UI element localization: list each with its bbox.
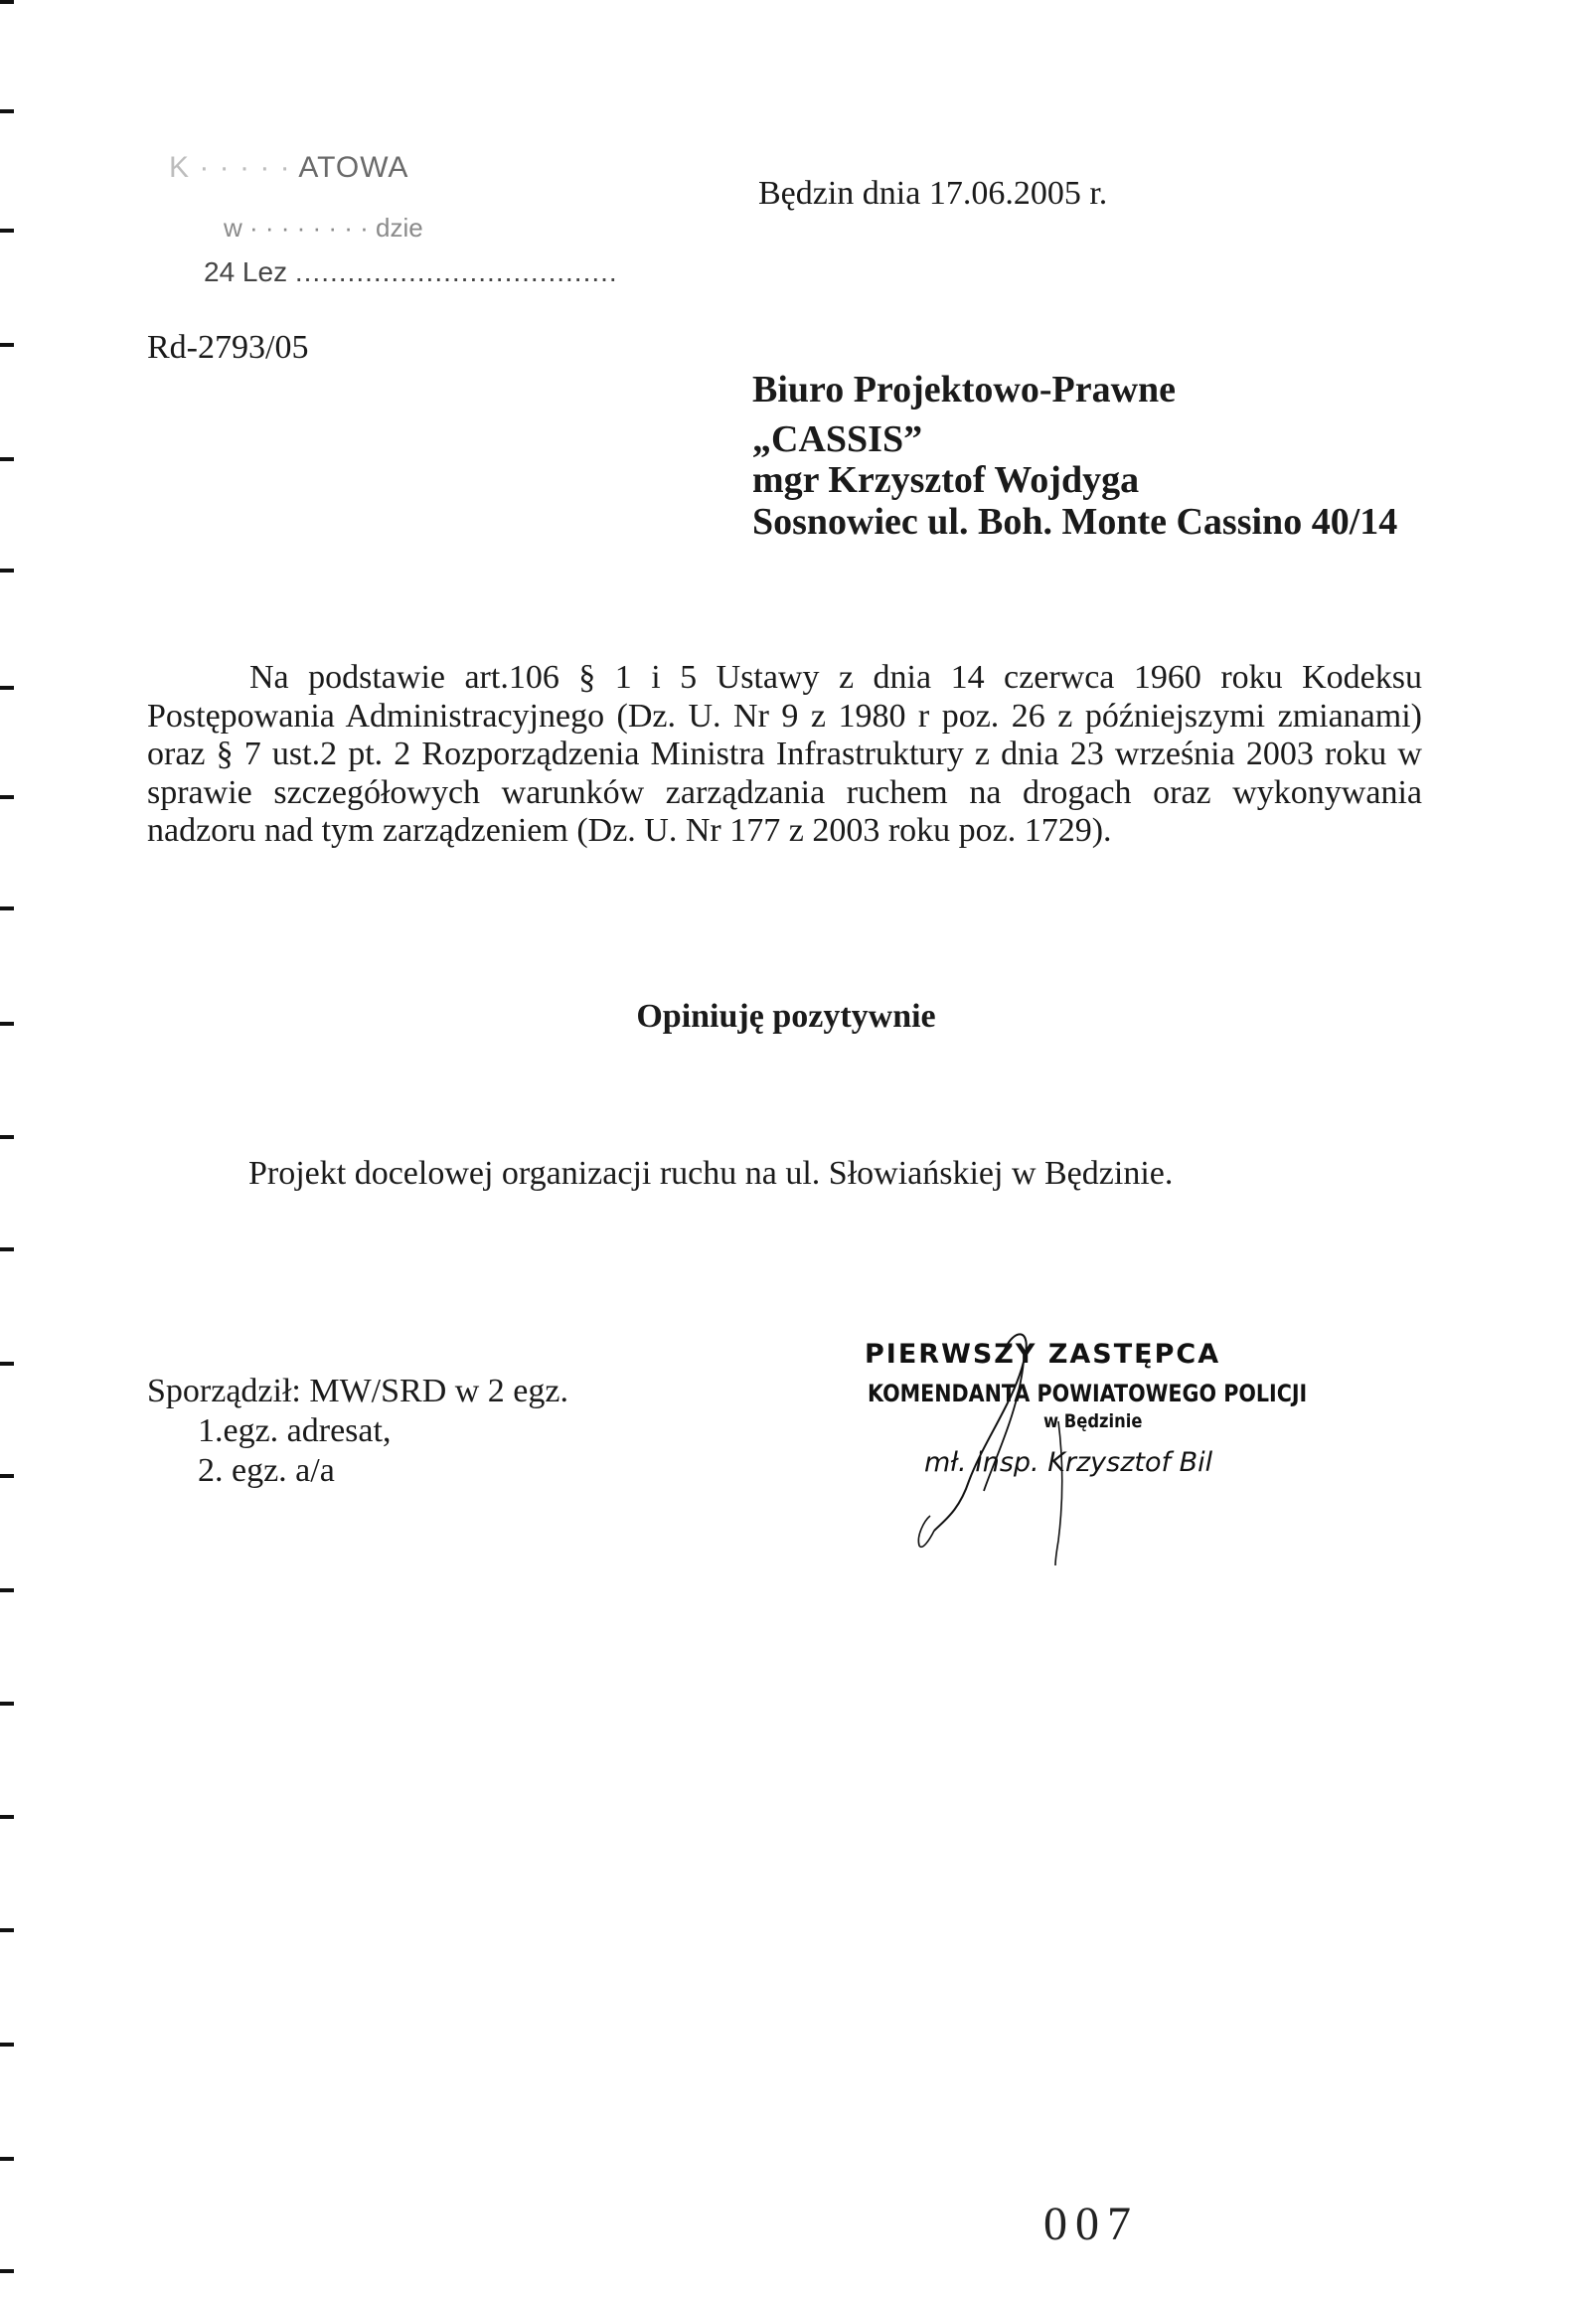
prepared-by-line: Sporządził: MW/SRD w 2 egz. — [147, 1373, 568, 1409]
recipient-line3: mgr Krzysztof Wojdyga — [752, 459, 1140, 501]
document-date: Będzin dnia 17.06.2005 r. — [758, 175, 1108, 212]
legal-basis-text: Na podstawie art.106 § 1 i 5 Ustawy z dnia 14 czerwca 1960 roku Kodeksu Postępowania Administracyjnego (Dz. U. Nr 9 z 1980 r poz. 26 z późniejszymi zmianami) oraz § 7 ust.2 pt. 2 Rozporządzenia Ministra Infrastruktury z dnia 23 września 2003 roku w sprawie szczegółowych warunków zarządzania ruchem na drogach oraz wykonywania nadzoru nad tym zarządzeniem (Dz. U. Nr 177 z 2003 roku poz. 1729). — [147, 659, 1422, 849]
recipient-line1: Biuro Projektowo-Prawne — [752, 369, 1177, 410]
signature-stamp-title: PIERWSZY ZASTĘPCA — [865, 1339, 1221, 1370]
prepared-by-block — [147, 1372, 568, 1491]
opinion-heading: Opiniuję pozytywnie — [636, 998, 936, 1035]
page-number: 007 — [1043, 2198, 1139, 2250]
copy-one-line: 1.egz. adresat, — [198, 1412, 392, 1449]
signature-stamp-name: mł. insp. Krzysztof Bil — [924, 1447, 1213, 1478]
office-stamp-line2: w · · · · · · · · dzie — [224, 213, 423, 243]
copy-two-line: 2. egz. a/a — [198, 1452, 335, 1489]
project-title: Projekt docelowej organizacji ruchu na ul. Słowiańskiej w Będzinie. — [248, 1155, 1174, 1192]
signature-stamp-office: KOMENDANTA POWIATOWEGO POLICJI — [868, 1380, 1308, 1407]
office-stamp-line3: 24 Lez ..................................... — [204, 256, 618, 287]
reference-number: Rd-2793/05 — [147, 329, 309, 366]
handwritten-signature-icon — [875, 1322, 1173, 1570]
signature-stamp-city: w Będzinie — [1043, 1410, 1143, 1432]
recipient-line2: „CASSIS” — [752, 418, 923, 460]
recipient-line4: Sosnowiec ul. Boh. Monte Cassino 40/14 — [752, 501, 1398, 543]
legal-basis-paragraph — [147, 659, 1422, 851]
office-stamp-line1: K · · · · · ATOWA — [169, 151, 409, 184]
